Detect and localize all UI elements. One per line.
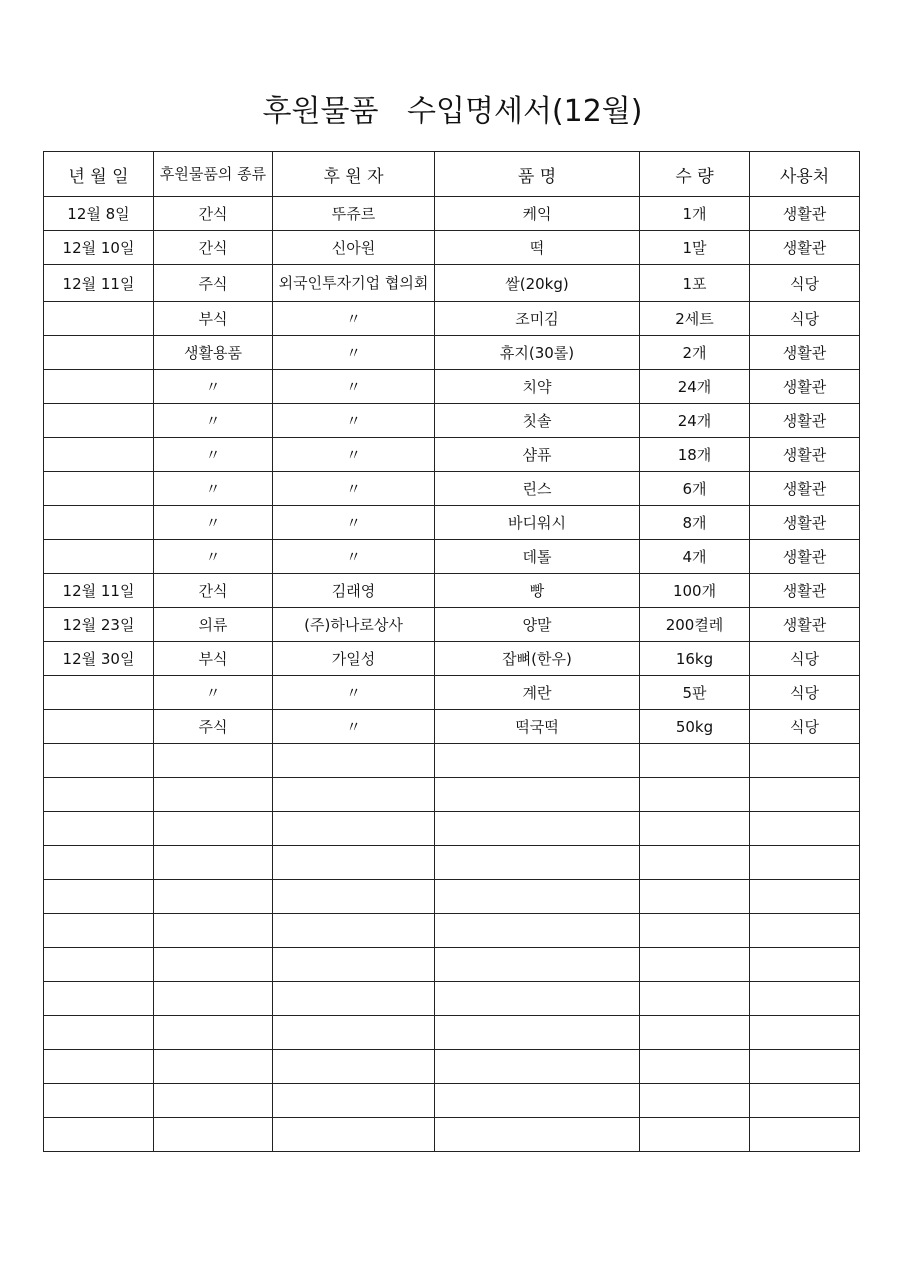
table-row bbox=[44, 231, 860, 265]
donor-cell: 〃 bbox=[273, 506, 435, 540]
table-row bbox=[44, 506, 860, 540]
usage-cell: 생활관 bbox=[750, 608, 860, 642]
table-row bbox=[44, 608, 860, 642]
table-row bbox=[44, 778, 860, 812]
table-row bbox=[44, 404, 860, 438]
date-cell: 12월 30일 bbox=[44, 642, 154, 676]
date-cell bbox=[44, 438, 154, 472]
date-cell bbox=[44, 948, 154, 982]
table-row bbox=[44, 880, 860, 914]
table-row bbox=[44, 1084, 860, 1118]
item-cell bbox=[435, 948, 640, 982]
item-cell bbox=[435, 744, 640, 778]
donor-cell bbox=[273, 1084, 435, 1118]
usage-cell: 생활관 bbox=[750, 506, 860, 540]
donor-cell bbox=[273, 948, 435, 982]
category-cell bbox=[154, 914, 273, 948]
item-cell: 휴지(30롤) bbox=[435, 336, 640, 370]
date-cell bbox=[44, 914, 154, 948]
item-cell: 쌀(20kg) bbox=[435, 265, 640, 302]
category-cell bbox=[154, 1118, 273, 1152]
item-cell: 린스 bbox=[435, 472, 640, 506]
item-cell: 데톨 bbox=[435, 540, 640, 574]
table-row bbox=[44, 197, 860, 231]
category-cell: 〃 bbox=[154, 404, 273, 438]
quantity-cell bbox=[640, 846, 750, 880]
category-cell bbox=[154, 812, 273, 846]
table-row bbox=[44, 642, 860, 676]
usage-cell bbox=[750, 778, 860, 812]
item-cell bbox=[435, 1016, 640, 1050]
usage-cell: 생활관 bbox=[750, 336, 860, 370]
quantity-cell bbox=[640, 778, 750, 812]
usage-cell bbox=[750, 812, 860, 846]
usage-cell: 식당 bbox=[750, 676, 860, 710]
donor-cell: 〃 bbox=[273, 438, 435, 472]
category-cell bbox=[154, 778, 273, 812]
category-cell: 부식 bbox=[154, 302, 273, 336]
usage-cell: 생활관 bbox=[750, 370, 860, 404]
table-row bbox=[44, 676, 860, 710]
usage-cell: 식당 bbox=[750, 302, 860, 336]
item-cell: 떡 bbox=[435, 231, 640, 265]
item-cell: 잡뼈(한우) bbox=[435, 642, 640, 676]
header-usage: 사용처 bbox=[750, 152, 860, 197]
table-row bbox=[44, 1050, 860, 1084]
usage-cell bbox=[750, 982, 860, 1016]
usage-cell bbox=[750, 1118, 860, 1152]
table-row bbox=[44, 812, 860, 846]
quantity-cell: 4개 bbox=[640, 540, 750, 574]
date-cell: 12월 11일 bbox=[44, 574, 154, 608]
usage-cell bbox=[750, 948, 860, 982]
usage-cell: 식당 bbox=[750, 265, 860, 302]
item-cell: 칫솔 bbox=[435, 404, 640, 438]
item-cell bbox=[435, 914, 640, 948]
item-cell: 떡국떡 bbox=[435, 710, 640, 744]
item-cell: 빵 bbox=[435, 574, 640, 608]
category-cell bbox=[154, 982, 273, 1016]
quantity-cell: 2개 bbox=[640, 336, 750, 370]
category-cell: 〃 bbox=[154, 676, 273, 710]
quantity-cell bbox=[640, 1050, 750, 1084]
table-row bbox=[44, 265, 860, 302]
donor-cell: 〃 bbox=[273, 710, 435, 744]
donor-cell bbox=[273, 914, 435, 948]
table-row bbox=[44, 302, 860, 336]
usage-cell bbox=[750, 880, 860, 914]
category-cell: 간식 bbox=[154, 574, 273, 608]
category-cell bbox=[154, 948, 273, 982]
quantity-cell bbox=[640, 744, 750, 778]
date-cell bbox=[44, 540, 154, 574]
item-cell bbox=[435, 1084, 640, 1118]
donor-cell: 〃 bbox=[273, 472, 435, 506]
quantity-cell: 8개 bbox=[640, 506, 750, 540]
item-cell bbox=[435, 812, 640, 846]
usage-cell bbox=[750, 846, 860, 880]
header-quantity: 수 량 bbox=[640, 152, 750, 197]
table-row bbox=[44, 438, 860, 472]
category-cell: 의류 bbox=[154, 608, 273, 642]
quantity-cell: 2세트 bbox=[640, 302, 750, 336]
quantity-cell bbox=[640, 948, 750, 982]
donor-cell bbox=[273, 812, 435, 846]
donor-cell: 〃 bbox=[273, 404, 435, 438]
donor-cell: 뚜쥬르 bbox=[273, 197, 435, 231]
donor-cell bbox=[273, 744, 435, 778]
quantity-cell bbox=[640, 1016, 750, 1050]
table-row bbox=[44, 336, 860, 370]
category-cell bbox=[154, 1050, 273, 1084]
date-cell bbox=[44, 1118, 154, 1152]
item-cell bbox=[435, 778, 640, 812]
table-row bbox=[44, 914, 860, 948]
header-category: 후원물품의 종류 bbox=[154, 152, 273, 197]
item-cell bbox=[435, 1118, 640, 1152]
date-cell bbox=[44, 506, 154, 540]
table-row bbox=[44, 574, 860, 608]
quantity-cell: 1포 bbox=[640, 265, 750, 302]
category-cell: 주식 bbox=[154, 265, 273, 302]
item-cell bbox=[435, 1050, 640, 1084]
header-item: 품 명 bbox=[435, 152, 640, 197]
item-cell: 조미김 bbox=[435, 302, 640, 336]
date-cell bbox=[44, 846, 154, 880]
category-cell: 〃 bbox=[154, 438, 273, 472]
quantity-cell: 16kg bbox=[640, 642, 750, 676]
item-cell bbox=[435, 982, 640, 1016]
date-cell bbox=[44, 1084, 154, 1118]
usage-cell bbox=[750, 1050, 860, 1084]
item-cell: 케익 bbox=[435, 197, 640, 231]
category-cell: 〃 bbox=[154, 370, 273, 404]
date-cell bbox=[44, 778, 154, 812]
donor-cell: 〃 bbox=[273, 676, 435, 710]
donor-cell: 가일성 bbox=[273, 642, 435, 676]
donor-cell: 외국인투자기업 협의회 bbox=[273, 265, 435, 302]
date-cell bbox=[44, 880, 154, 914]
usage-cell bbox=[750, 744, 860, 778]
donor-cell: 〃 bbox=[273, 540, 435, 574]
donor-cell bbox=[273, 880, 435, 914]
table-row bbox=[44, 846, 860, 880]
table-row bbox=[44, 1016, 860, 1050]
usage-cell: 생활관 bbox=[750, 438, 860, 472]
header-date: 년 월 일 bbox=[44, 152, 154, 197]
category-cell: 〃 bbox=[154, 472, 273, 506]
quantity-cell bbox=[640, 812, 750, 846]
table-row bbox=[44, 744, 860, 778]
category-cell: 간식 bbox=[154, 231, 273, 265]
date-cell bbox=[44, 812, 154, 846]
category-cell: 주식 bbox=[154, 710, 273, 744]
usage-cell: 생활관 bbox=[750, 231, 860, 265]
quantity-cell bbox=[640, 1118, 750, 1152]
date-cell bbox=[44, 1050, 154, 1084]
date-cell bbox=[44, 472, 154, 506]
quantity-cell: 1말 bbox=[640, 231, 750, 265]
table-row bbox=[44, 540, 860, 574]
category-cell: 간식 bbox=[154, 197, 273, 231]
donor-cell: 〃 bbox=[273, 370, 435, 404]
date-cell bbox=[44, 982, 154, 1016]
date-cell bbox=[44, 404, 154, 438]
date-cell bbox=[44, 1016, 154, 1050]
table-row bbox=[44, 370, 860, 404]
date-cell: 12월 23일 bbox=[44, 608, 154, 642]
usage-cell: 생활관 bbox=[750, 404, 860, 438]
category-cell bbox=[154, 1084, 273, 1118]
usage-cell: 식당 bbox=[750, 642, 860, 676]
donation-table bbox=[43, 151, 860, 1152]
page-title: 후원물품 수입명세서(12월) bbox=[262, 94, 643, 129]
quantity-cell: 100개 bbox=[640, 574, 750, 608]
table-body bbox=[44, 197, 860, 1152]
date-cell bbox=[44, 336, 154, 370]
table-row bbox=[44, 472, 860, 506]
donor-cell bbox=[273, 846, 435, 880]
donor-cell bbox=[273, 1118, 435, 1152]
item-cell: 샴퓨 bbox=[435, 438, 640, 472]
donor-cell bbox=[273, 982, 435, 1016]
donor-cell bbox=[273, 1050, 435, 1084]
donor-cell bbox=[273, 778, 435, 812]
quantity-cell bbox=[640, 982, 750, 1016]
quantity-cell: 5판 bbox=[640, 676, 750, 710]
table-row bbox=[44, 1118, 860, 1152]
date-cell: 12월 8일 bbox=[44, 197, 154, 231]
usage-cell: 생활관 bbox=[750, 574, 860, 608]
date-cell: 12월 11일 bbox=[44, 265, 154, 302]
item-cell: 치약 bbox=[435, 370, 640, 404]
date-cell bbox=[44, 744, 154, 778]
donor-cell: (주)하나로상사 bbox=[273, 608, 435, 642]
category-cell bbox=[154, 880, 273, 914]
quantity-cell: 24개 bbox=[640, 404, 750, 438]
donor-cell: 〃 bbox=[273, 336, 435, 370]
date-cell bbox=[44, 370, 154, 404]
donor-cell bbox=[273, 1016, 435, 1050]
item-cell: 양말 bbox=[435, 608, 640, 642]
usage-cell: 생활관 bbox=[750, 472, 860, 506]
quantity-cell: 18개 bbox=[640, 438, 750, 472]
quantity-cell bbox=[640, 1084, 750, 1118]
usage-cell: 생활관 bbox=[750, 197, 860, 231]
header-donor: 후 원 자 bbox=[273, 152, 435, 197]
donor-cell: 신아원 bbox=[273, 231, 435, 265]
usage-cell bbox=[750, 914, 860, 948]
donor-cell: 김래영 bbox=[273, 574, 435, 608]
usage-cell: 생활관 bbox=[750, 540, 860, 574]
category-cell bbox=[154, 744, 273, 778]
item-cell: 바디워시 bbox=[435, 506, 640, 540]
usage-cell: 식당 bbox=[750, 710, 860, 744]
header-row bbox=[44, 152, 860, 197]
category-cell: 〃 bbox=[154, 506, 273, 540]
item-cell bbox=[435, 846, 640, 880]
table-row bbox=[44, 982, 860, 1016]
date-cell bbox=[44, 710, 154, 744]
category-cell: 〃 bbox=[154, 540, 273, 574]
table-row bbox=[44, 710, 860, 744]
item-cell bbox=[435, 880, 640, 914]
date-cell bbox=[44, 676, 154, 710]
quantity-cell bbox=[640, 880, 750, 914]
quantity-cell: 6개 bbox=[640, 472, 750, 506]
quantity-cell: 24개 bbox=[640, 370, 750, 404]
quantity-cell: 200켤레 bbox=[640, 608, 750, 642]
usage-cell bbox=[750, 1016, 860, 1050]
category-cell bbox=[154, 846, 273, 880]
quantity-cell: 1개 bbox=[640, 197, 750, 231]
table-row bbox=[44, 948, 860, 982]
quantity-cell: 50kg bbox=[640, 710, 750, 744]
date-cell: 12월 10일 bbox=[44, 231, 154, 265]
quantity-cell bbox=[640, 914, 750, 948]
category-cell bbox=[154, 1016, 273, 1050]
category-cell: 부식 bbox=[154, 642, 273, 676]
date-cell bbox=[44, 302, 154, 336]
donor-cell: 〃 bbox=[273, 302, 435, 336]
item-cell: 계란 bbox=[435, 676, 640, 710]
usage-cell bbox=[750, 1084, 860, 1118]
category-cell: 생활용품 bbox=[154, 336, 273, 370]
